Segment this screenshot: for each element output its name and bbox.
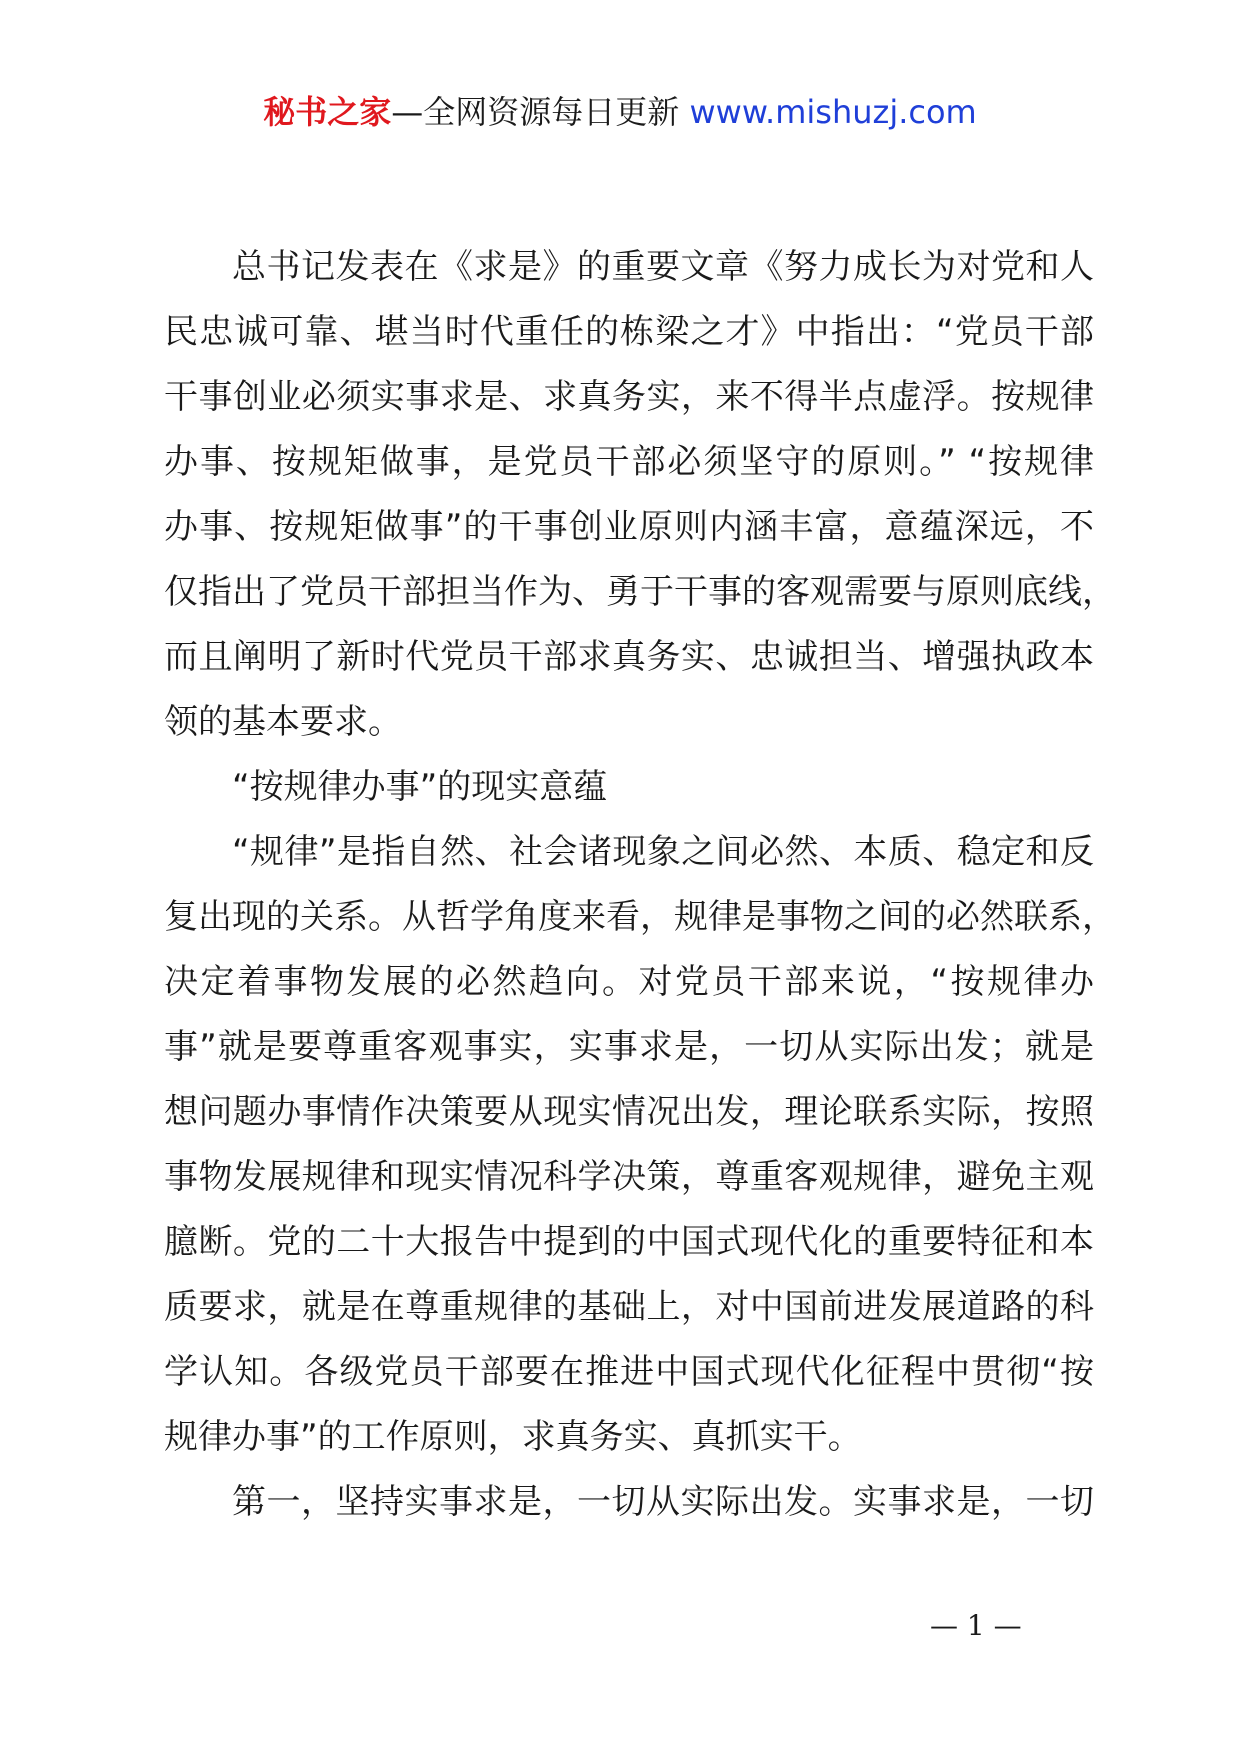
text-line: 第一，坚持实事求是，一切从实际出发。实事求是，一切 [232,1482,1094,1522]
text-line: 事”就是要尊重客观事实，实事求是，一切从实际出发；就是 [164,1027,1094,1067]
text-line: 学认知。各级党员干部要在推进中国式现代化征程中贯彻“按 [164,1352,1094,1392]
text-line: 领的基本要求。 [164,702,402,742]
text-line: 质要求，就是在尊重规律的基础上，对中国前进发展道路的科 [164,1287,1094,1327]
text-line: 民忠诚可靠、堪当时代重任的栋梁之才》中指出：“党员干部 [164,312,1094,352]
text-line: 总书记发表在《求是》的重要文章《努力成长为对党和人 [232,247,1094,287]
text-line: 事物发展规律和现实情况科学决策，尊重客观规律，避免主观 [164,1157,1094,1197]
header-slogan: —全网资源每日更新 [391,93,680,131]
text-line: 仅指出了党员干部担当作为、勇于干事的客观需要与原则底线， [164,572,1116,612]
text-line: 复出现的关系。从哲学角度来看，规律是事物之间的必然联系， [164,897,1116,937]
brand-name: 秘书之家 [263,93,392,131]
text-line: 决定着事物发展的必然趋向。对党员干部来说，“按规律办 [164,962,1094,1002]
text-line: 而且阐明了新时代党员干部求真务实、忠诚担当、增强执政本 [164,637,1094,677]
text-line: 办事、按规矩做事”的干事创业原则内涵丰富，意蕴深远，不 [164,507,1094,547]
site-header [0,92,1240,132]
section-heading: “按规律办事”的现实意蕴 [232,767,608,807]
site-url[interactable]: www.mishuzj.com [689,93,977,131]
text-line: 臆断。党的二十大报告中提到的中国式现代化的重要特征和本 [164,1222,1094,1262]
text-line: 干事创业必须实事求是、求真务实，来不得半点虚浮。按规律 [164,377,1094,417]
text-line: “规律”是指自然、社会诸现象之间必然、本质、稳定和反 [232,832,1094,872]
text-line: 规律办事”的工作原则，求真务实、真抓实干。 [164,1417,862,1457]
text-line: 办事、按规矩做事，是党员干部必须坚守的原则。” “按规律 [164,442,1094,482]
article-body [164,240,1116,1540]
page-number: — 1 — [930,1609,1022,1642]
text-line: 想问题办事情作决策要从现实情况出发，理论联系实际，按照 [164,1092,1094,1132]
